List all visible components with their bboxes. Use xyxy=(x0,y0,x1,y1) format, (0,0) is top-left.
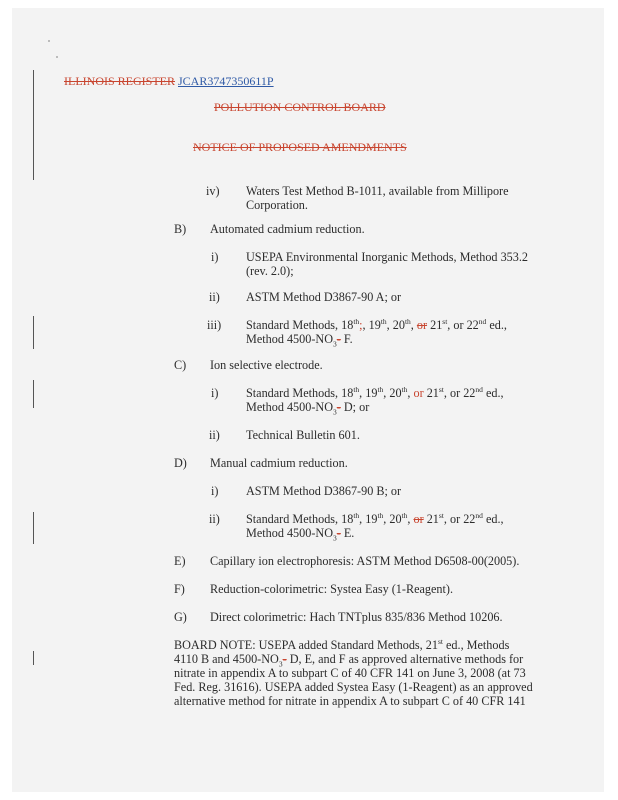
item-label: E) xyxy=(174,554,186,568)
item-text: Ion selective electrode. xyxy=(210,358,323,372)
superscript: nd xyxy=(478,316,487,326)
board-note-line xyxy=(174,638,509,653)
change-bar xyxy=(33,70,34,180)
register-header xyxy=(64,74,274,89)
text-run: F. xyxy=(340,332,353,346)
text-run: ed., Methods xyxy=(442,638,510,652)
text-run: Standard Methods, 18 xyxy=(246,512,354,526)
superscript: th xyxy=(377,510,384,520)
std-methods-line: Standard Methods, 18th, 19th, 20th, or 21st, or 22nd ed., xyxy=(246,384,504,400)
deleted-text: - xyxy=(282,652,287,666)
text-run: 4110 B and 4500-NO xyxy=(174,652,279,666)
item-label: i) xyxy=(211,250,219,264)
item-label: iii) xyxy=(207,318,222,332)
std-methods-line: Standard Methods, 18th, 19th, 20th, or 21st, or 22nd ed., xyxy=(246,510,504,526)
text-run: Method 4500-NO xyxy=(246,526,333,540)
text-run: Method 4500-NO xyxy=(246,332,333,346)
item-label: G) xyxy=(174,610,187,624)
text-run: , 20 xyxy=(383,386,402,400)
text-run: D; or xyxy=(340,400,370,414)
deleted-text: or xyxy=(416,318,428,332)
superscript: th xyxy=(353,316,360,326)
item-label: F) xyxy=(174,582,185,596)
item-text: ASTM Method D3867-90 A; or xyxy=(246,290,402,304)
item-label: ii) xyxy=(209,290,220,304)
text-run: ed., xyxy=(482,512,504,526)
text-run: , 19 xyxy=(359,512,378,526)
superscript: st xyxy=(442,316,448,326)
subscript: 3 xyxy=(278,659,283,669)
notice-header: NOTICE OF PROPOSED AMENDMENTS xyxy=(193,140,407,154)
superscript: th xyxy=(380,316,387,326)
item-label: D) xyxy=(174,456,187,470)
subscript: 3 xyxy=(333,339,337,349)
superscript: nd xyxy=(475,384,483,394)
text-run: Standard Methods, 18 xyxy=(246,386,354,400)
change-bar xyxy=(33,512,34,544)
text-run: 21 xyxy=(423,512,439,526)
superscript: th xyxy=(401,510,408,520)
text-run: , 19 xyxy=(359,386,378,400)
board-note-line xyxy=(174,652,523,667)
subscript: 3 xyxy=(333,407,337,417)
deleted-text: - xyxy=(336,400,341,414)
text-run: , 19 xyxy=(362,318,381,332)
board-note-line: nitrate in appendix A to subpart C of 40 CFR 141 on June 3, 2008 (at 73 xyxy=(174,666,526,680)
text-run: , or 22 xyxy=(443,512,476,526)
superscript: th xyxy=(353,384,360,394)
text-run: D, E, and F as approved alternative methods for xyxy=(286,652,524,666)
item-label: i) xyxy=(211,386,219,400)
change-bar xyxy=(33,316,34,349)
superscript: th xyxy=(404,316,411,326)
text-run: 21 xyxy=(423,386,439,400)
scan-speck xyxy=(48,40,50,42)
text-run: , 20 xyxy=(386,318,405,332)
text-run: Method 4500-NO xyxy=(246,400,333,414)
item-text: Technical Bulletin 601. xyxy=(246,428,360,442)
superscript: st xyxy=(437,636,443,646)
deleted-text: or xyxy=(413,512,424,526)
register-inserted-text: JCAR3747350611P xyxy=(178,74,274,88)
text-run: ed., xyxy=(486,318,507,332)
text-run: Standard Methods, 18 xyxy=(246,318,354,332)
text-run: BOARD NOTE: USEPA added Standard Methods, 21 xyxy=(174,638,438,652)
item-text: Reduction-colorimetric: Systea Easy (1-Reagent). xyxy=(210,582,453,596)
text-run: 21 xyxy=(427,318,443,332)
deleted-text: - xyxy=(336,526,341,540)
item-text: (rev. 2.0); xyxy=(246,264,294,278)
deleted-text: - xyxy=(336,332,341,346)
item-label: B) xyxy=(174,222,187,236)
item-text: Waters Test Method B-1011, available from Millipore xyxy=(246,184,509,198)
item-label: ii) xyxy=(209,428,220,442)
item-label: ii) xyxy=(209,512,220,526)
superscript: st xyxy=(438,510,444,520)
scan-speck xyxy=(56,56,58,58)
superscript: th xyxy=(401,384,408,394)
superscript: nd xyxy=(475,510,483,520)
superscript: th xyxy=(377,384,384,394)
superscript: st xyxy=(438,384,444,394)
item-text: Capillary ion electrophoresis: ASTM Method D6508-00(2005). xyxy=(210,554,520,568)
std-methods-line: Standard Methods, 18th;, 19th, 20th, or 21st, or 22nd ed., xyxy=(246,316,507,332)
superscript: th xyxy=(353,510,360,520)
board-header: POLLUTION CONTROL BOARD xyxy=(214,100,386,114)
item-text: Manual cadmium reduction. xyxy=(210,456,348,470)
method-line xyxy=(246,400,369,415)
subscript: 3 xyxy=(333,533,337,543)
item-label: iv) xyxy=(206,184,220,198)
item-label: i) xyxy=(211,484,219,498)
register-deleted-text: ILLINOIS REGISTER xyxy=(64,74,175,88)
text-run: , or 22 xyxy=(443,386,476,400)
text-run: , or 22 xyxy=(447,318,479,332)
deleted-text: or xyxy=(413,386,424,400)
item-text: USEPA Environmental Inorganic Methods, Method 353.2 xyxy=(246,250,528,264)
document-page xyxy=(12,8,604,792)
method-line xyxy=(246,332,353,347)
board-note-line: Fed. Reg. 31616). USEPA added Systea Easy (1-Reagent) as an approved xyxy=(174,680,533,694)
item-label: C) xyxy=(174,358,187,372)
item-text: Automated cadmium reduction. xyxy=(210,222,365,236)
item-text: ASTM Method D3867-90 B; or xyxy=(246,484,402,498)
text-run: ed., xyxy=(482,386,504,400)
change-bar xyxy=(33,380,34,408)
board-note-line: alternative method for nitrate in appendix A to subpart C of 40 CFR 141 xyxy=(174,694,526,708)
method-line xyxy=(246,526,354,541)
change-bar xyxy=(33,651,34,665)
text-run: , 20 xyxy=(383,512,402,526)
item-text: Direct colorimetric: Hach TNTplus 835/836 Method 10206. xyxy=(210,610,503,624)
item-text: Corporation. xyxy=(246,198,308,212)
text-run: E. xyxy=(340,526,355,540)
